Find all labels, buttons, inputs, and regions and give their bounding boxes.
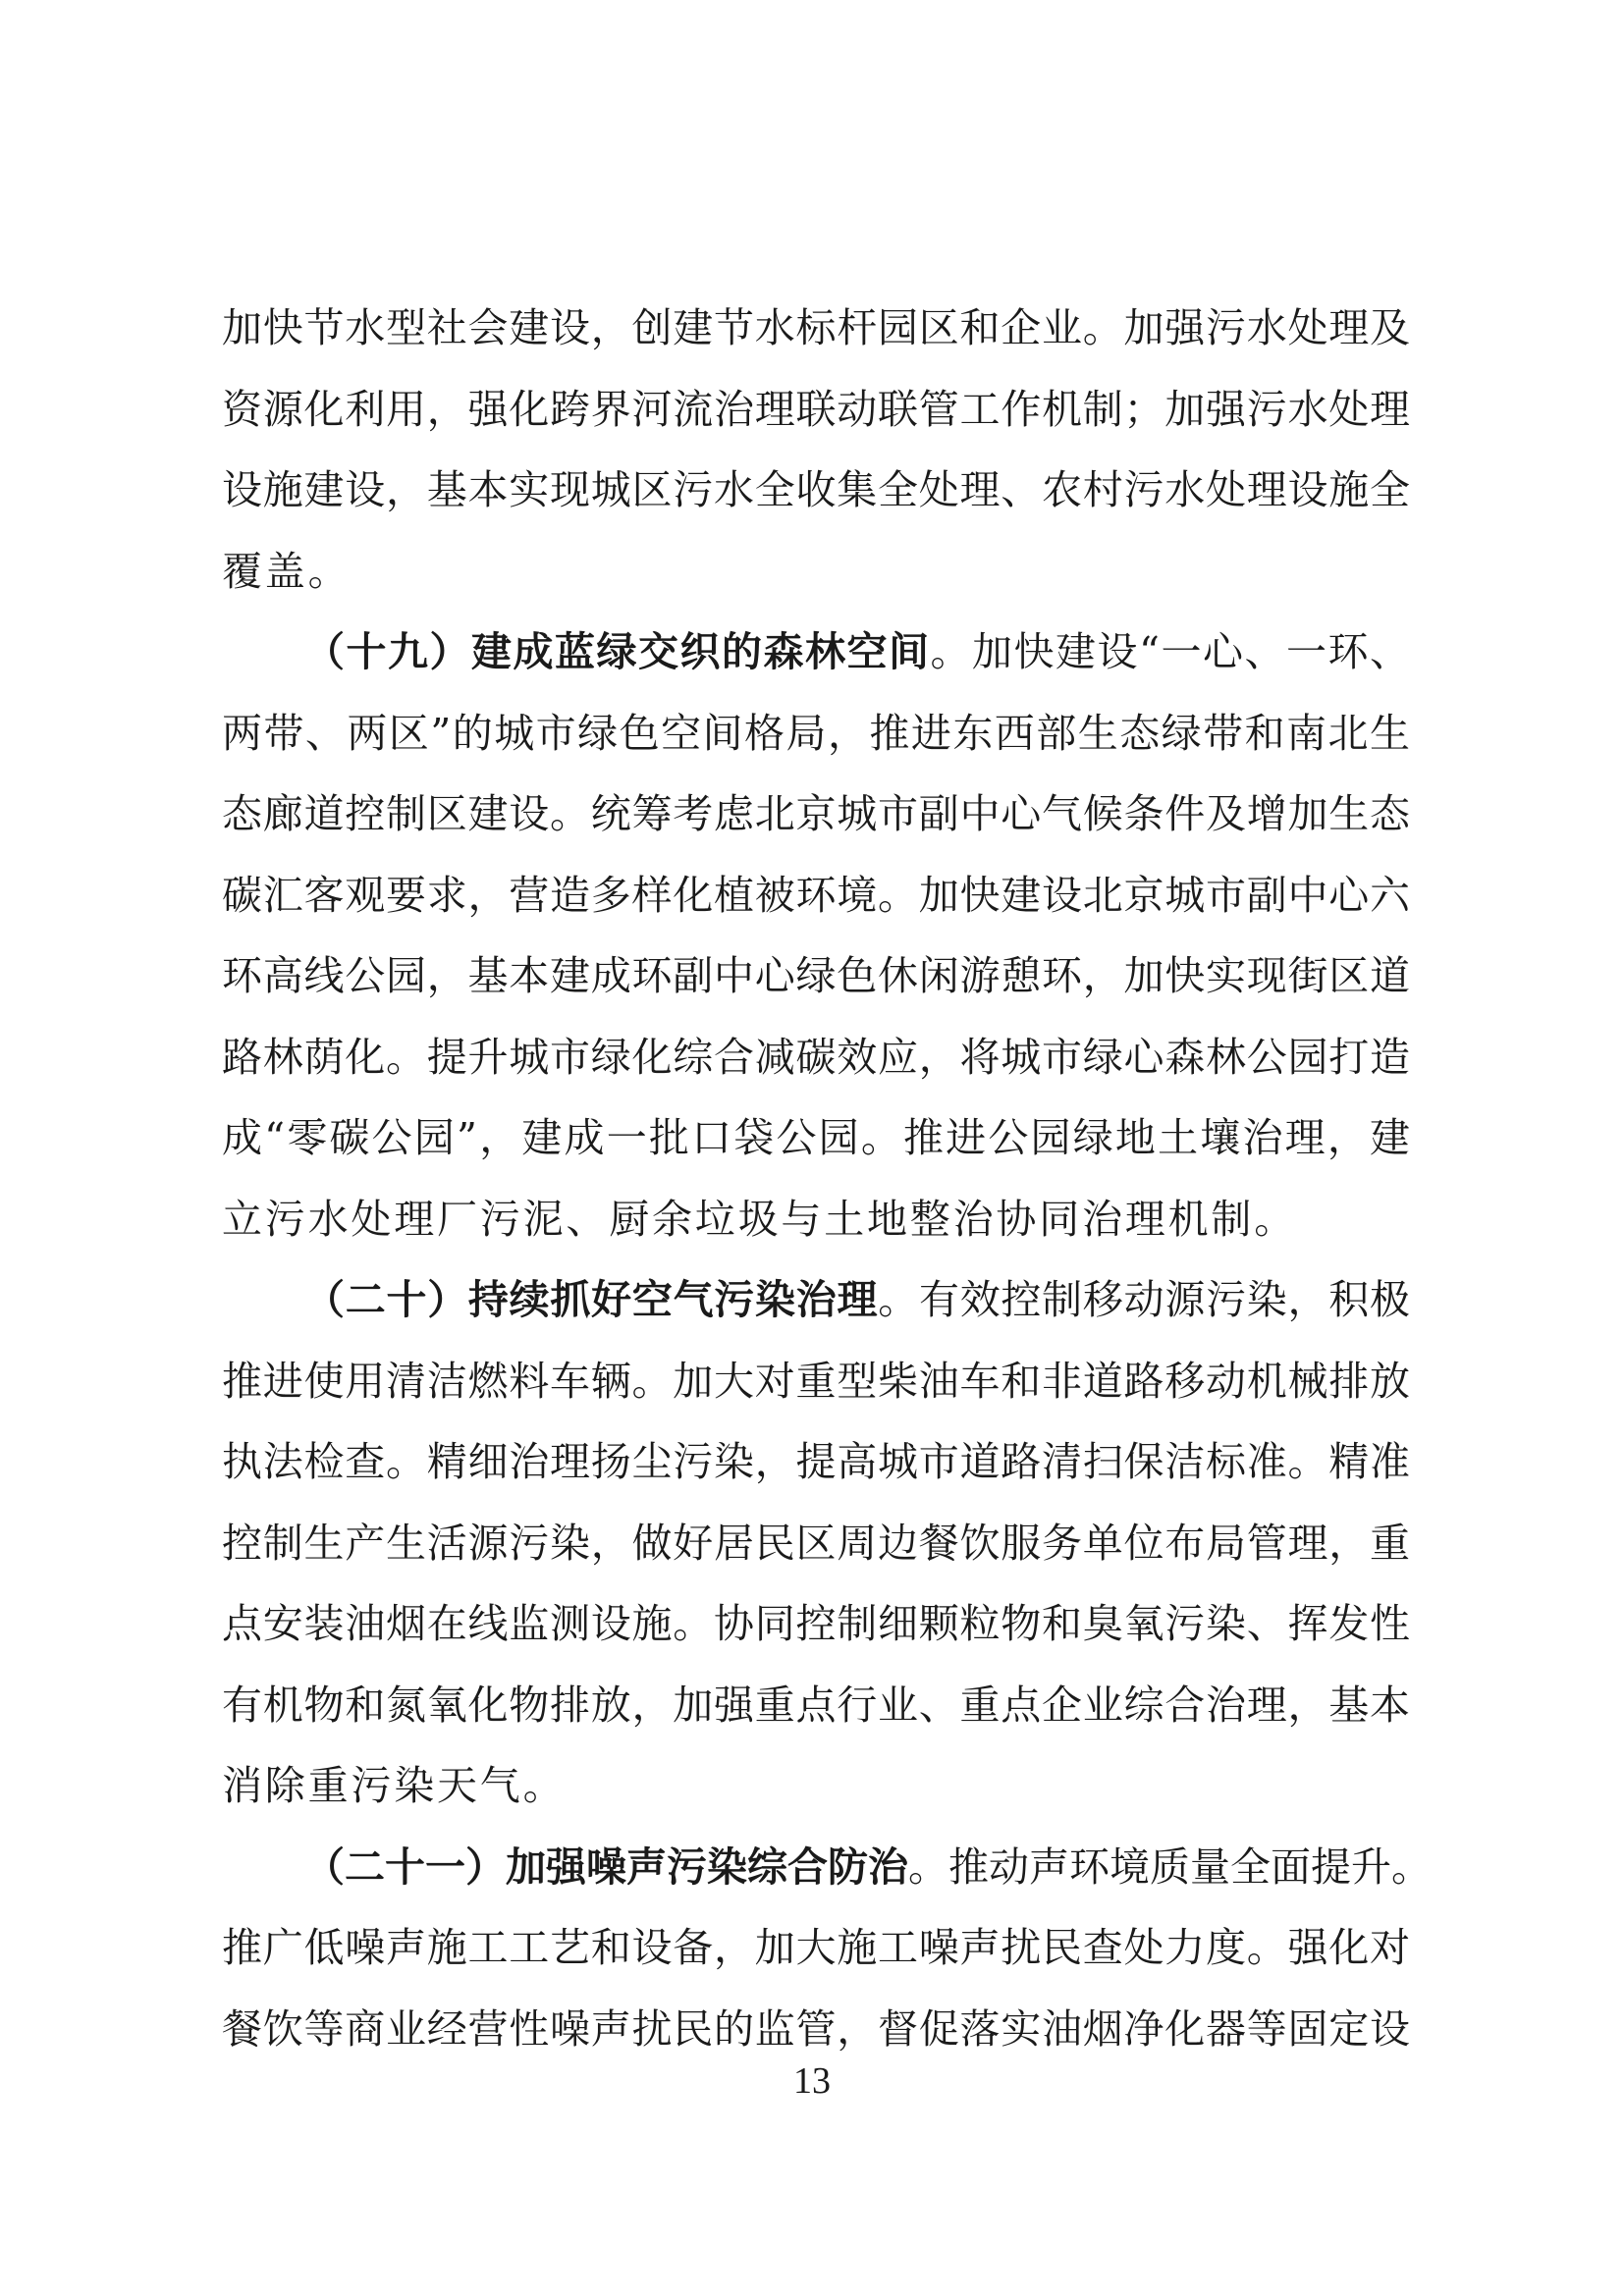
page-number: 13 <box>793 2060 831 2102</box>
line-text: 。推动声环境质量全面提升。 <box>908 1842 1432 1891</box>
text-line <box>222 1097 1410 1179</box>
line-text: 执法检查。精细治理扬尘污染，提高城市道路清扫保洁标准。精准 <box>222 1438 1410 1485</box>
line-text: 推广低噪声施工工艺和设备，加大施工噪声扰民查处力度。强化对 <box>222 1924 1410 1971</box>
text-line <box>222 1989 1410 2070</box>
line-text: 路林荫化。提升城市绿化综合减碳效应，将城市绿心森林公园打造 <box>222 1033 1410 1081</box>
section-heading: （二十一）加强噪声污染综合防治 <box>304 1842 908 1891</box>
paragraph-air <box>222 1259 1410 1827</box>
text-line <box>222 1259 1410 1341</box>
line-text: 设施建设，基本实现城区污水全收集全处理、农村污水处理设施全 <box>222 466 1410 513</box>
text-line <box>222 612 1410 693</box>
line-text: 立污水处理厂污泥、厨余垃圾与土地整治协同治理机制。 <box>222 1195 1297 1243</box>
line-text: 餐饮等商业经营性噪声扰民的监管，督促落实油烟净化器等固定设 <box>222 2004 1410 2053</box>
text-line <box>222 1827 1432 1908</box>
line-text: 推进使用清洁燃料车辆。加大对重型柴油车和非道路移动机械排放 <box>222 1357 1410 1405</box>
paragraph-noise <box>222 1827 1432 2070</box>
line-text: 。加快建设“一心、一环、 <box>930 628 1411 675</box>
text-line <box>222 1179 1410 1260</box>
line-text: 。有效控制移动源污染，积极 <box>878 1276 1411 1323</box>
text-line <box>222 1421 1410 1503</box>
line-text: 点安装油烟在线监测设施。协同控制细颗粒物和臭氧污染、挥发性 <box>222 1600 1410 1647</box>
text-line <box>222 369 1410 451</box>
line-text: 控制生产生活源污染，做好居民区周边餐饮服务单位布局管理，重 <box>222 1519 1410 1567</box>
text-line <box>222 531 1410 613</box>
text-line <box>222 1745 1410 1827</box>
paragraph-forest <box>222 612 1410 1259</box>
line-text: 环高线公园，基本建成环副中心绿色休闲游憩环，加快实现街区道 <box>222 952 1410 999</box>
text-line <box>222 1583 1410 1665</box>
text-line <box>222 935 1410 1017</box>
text-line <box>222 855 1410 936</box>
text-line <box>222 693 1410 774</box>
text-line <box>222 1503 1410 1584</box>
line-text: 消除重污染天气。 <box>222 1762 567 1809</box>
line-text: 加快节水型社会建设，创建节水标杆园区和企业。加强污水处理及 <box>222 304 1410 351</box>
line-text: 有机物和氮氧化物排放，加强重点行业、重点企业综合治理，基本 <box>222 1681 1410 1729</box>
paragraph-water <box>222 288 1410 612</box>
text-line <box>222 1341 1410 1422</box>
text-line <box>222 1017 1410 1098</box>
body-text <box>222 288 1432 2069</box>
section-heading: （十九）建成蓝绿交织的森林空间 <box>304 628 931 675</box>
line-text: 态廊道控制区建设。统筹考虑北京城市副中心气候条件及增加生态 <box>222 790 1410 837</box>
section-heading: （二十）持续抓好空气污染治理 <box>304 1276 879 1323</box>
text-line <box>222 774 1410 855</box>
text-line <box>222 1665 1410 1746</box>
line-text: 成“零碳公园”，建成一批口袋公园。推进公园绿地土壤治理，建 <box>222 1114 1410 1161</box>
line-text: 碳汇客观要求，营造多样化植被环境。加快建设北京城市副中心六 <box>222 871 1410 919</box>
text-line <box>222 288 1410 369</box>
line-text: 资源化利用，强化跨界河流治理联动联管工作机制；加强污水处理 <box>222 385 1410 433</box>
text-line <box>222 1907 1410 1989</box>
line-text: 两带、两区”的城市绿色空间格局，推进东西部生态绿带和南北生 <box>222 709 1410 757</box>
text-line <box>222 450 1410 531</box>
line-text: 覆盖。 <box>222 547 352 595</box>
